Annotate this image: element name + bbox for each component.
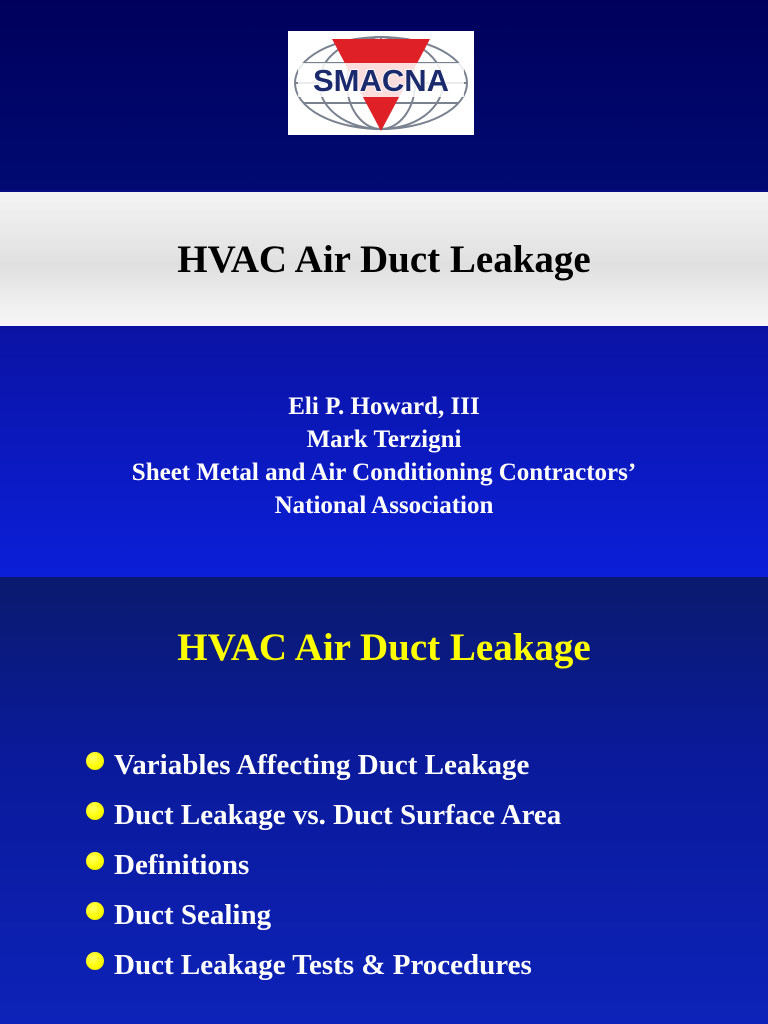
- organization-line: National Association: [274, 492, 494, 519]
- bullet-text: Duct Leakage Tests & Procedures: [114, 948, 532, 981]
- yellow-dot-bullet-icon: [86, 852, 104, 870]
- slide-title: HVAC Air Duct Leakage: [177, 237, 591, 281]
- bullet-item: [86, 840, 561, 890]
- bullet-item: [86, 940, 561, 990]
- smacna-logo-graphic: [288, 31, 474, 135]
- bullet-text: Duct Sealing: [114, 898, 272, 931]
- outline-slide: [0, 577, 768, 1024]
- bullet-item: [86, 790, 561, 840]
- smacna-logo-text: SMACNA: [312, 63, 450, 98]
- yellow-dot-bullet-icon: [86, 902, 104, 920]
- smacna-logo: [288, 31, 474, 135]
- outline-slide-title: HVAC Air Duct Leakage: [177, 626, 591, 669]
- bullet-text: Variables Affecting Duct Leakage: [114, 748, 530, 781]
- bullet-item: [86, 740, 561, 790]
- author-name: Mark Terzigni: [306, 426, 462, 453]
- author-name: Eli P. Howard, III: [288, 393, 480, 420]
- author-block: [0, 390, 768, 522]
- title-band: [0, 192, 768, 326]
- bullet-text: Duct Leakage vs. Duct Surface Area: [114, 798, 562, 831]
- yellow-dot-bullet-icon: [86, 802, 104, 820]
- bullet-list: [86, 740, 561, 990]
- yellow-dot-bullet-icon: [86, 752, 104, 770]
- organization-line: Sheet Metal and Air Conditioning Contractors’: [131, 459, 637, 486]
- bullet-text: Definitions: [114, 848, 250, 881]
- yellow-dot-bullet-icon: [86, 952, 104, 970]
- bullet-item: [86, 890, 561, 940]
